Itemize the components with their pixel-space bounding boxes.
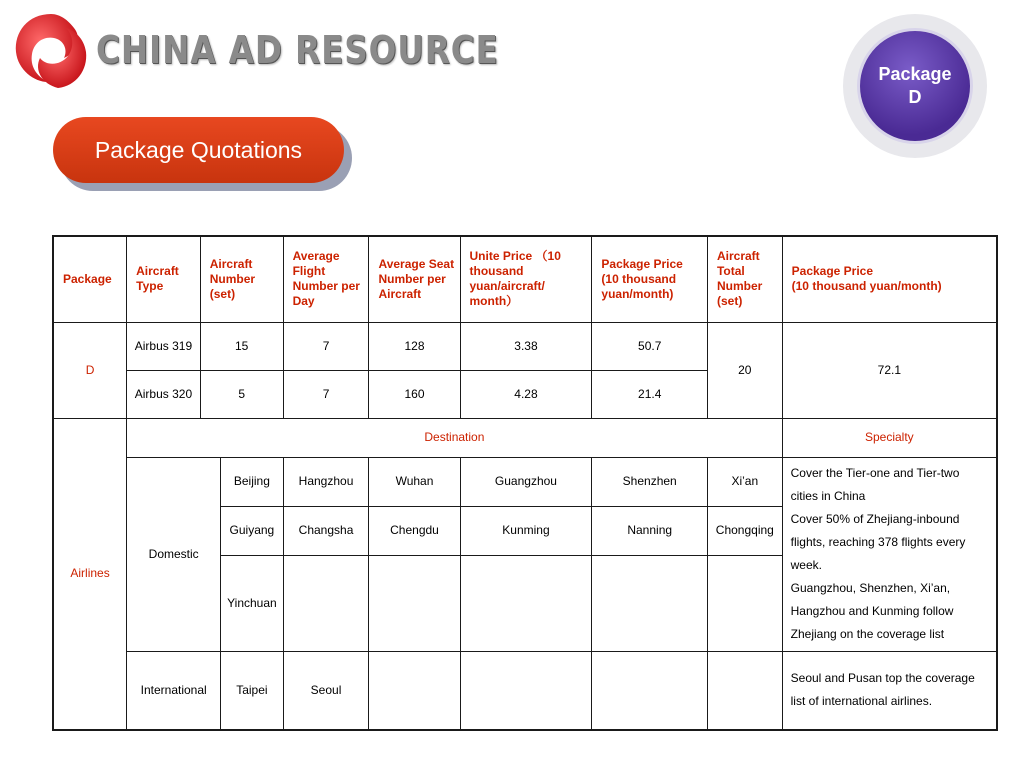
destination-cell: Guangzhou <box>460 457 592 506</box>
flights-cell: 7 <box>283 322 369 370</box>
airlines-label-cell: Airlines <box>53 418 127 730</box>
domestic-specialty-cell <box>782 457 997 651</box>
aircraft-number-cell: 15 <box>200 322 283 370</box>
aircraft-type-cell: Airbus 319 <box>127 322 201 370</box>
package-badge-line2: D <box>908 87 922 107</box>
destination-cell: Xi’an <box>707 457 782 506</box>
specialty-line: Cover the Tier-one and Tier-two cities in China <box>790 466 960 503</box>
destination-cell: Wuhan <box>369 457 460 506</box>
international-specialty-cell: Seoul and Pusan top the coverage list of international airlines. <box>782 651 997 730</box>
header-avg-seat: Average Seat Number per Aircraft <box>369 236 460 322</box>
destination-cell: Hangzhou <box>283 457 369 506</box>
specialty-line: Guangzhou, Shenzhen, Xi’an, Hangzhou and Kunming follow Zhejiang on the coverage list <box>790 581 954 641</box>
aircraft-type-cell: Airbus 320 <box>127 370 201 418</box>
header-total-price <box>782 236 997 322</box>
destination-cell: Changsha <box>283 506 369 555</box>
header-total-number: Aircraft Total Number (set) <box>707 236 782 322</box>
specialty-label: Specialty <box>782 418 997 457</box>
domestic-row <box>53 457 997 506</box>
destination-cell: Beijing <box>221 457 283 506</box>
package-price-cell: 50.7 <box>592 322 708 370</box>
flights-cell: 7 <box>283 370 369 418</box>
header-avg-flight: Average Flight Number per Day <box>283 236 369 322</box>
aircraft-number-cell: 5 <box>200 370 283 418</box>
empty-cell <box>707 555 782 651</box>
header-total-price-line2: (10 thousand yuan/month) <box>791 279 942 294</box>
empty-cell <box>369 555 460 651</box>
company-logo <box>6 6 499 96</box>
table-header-row <box>53 236 997 322</box>
destination-cell: Guiyang <box>221 506 283 555</box>
unit-price-cell: 4.28 <box>460 370 592 418</box>
header-aircraft-type: Aircraft Type <box>127 236 201 322</box>
header-package: Package <box>53 236 127 322</box>
destination-cell: Chongqing <box>707 506 782 555</box>
header-unit-price: Unite Price （10 thousand yuan/aircraft/ month） <box>460 236 592 322</box>
destination-cell: Chengdu <box>369 506 460 555</box>
international-row <box>53 651 997 730</box>
seats-cell: 160 <box>369 370 460 418</box>
header-aircraft-number: Aircraft Number (set) <box>200 236 283 322</box>
destination-cell: Nanning <box>592 506 708 555</box>
destination-cell: Seoul <box>283 651 369 730</box>
package-badge-line1: Package <box>878 64 952 84</box>
destination-cell: Taipei <box>221 651 283 730</box>
header-total-price-line1: Package Price <box>791 264 874 279</box>
empty-cell <box>592 555 708 651</box>
specialty-line: Cover 50% of Zhejiang-inbound flights, reaching 378 flights every week. <box>790 512 966 572</box>
empty-cell <box>592 651 708 730</box>
logo-swirl-icon <box>8 8 94 94</box>
destination-cell: Kunming <box>460 506 592 555</box>
page-title: Package Quotations <box>53 117 344 183</box>
empty-cell <box>460 651 592 730</box>
table-row <box>53 322 997 370</box>
total-price-cell: 72.1 <box>782 322 997 418</box>
destination-label: Destination <box>127 418 783 457</box>
total-number-cell: 20 <box>707 322 782 418</box>
seats-cell: 128 <box>369 322 460 370</box>
quotation-table <box>52 235 998 731</box>
empty-cell <box>369 651 460 730</box>
unit-price-cell: 3.38 <box>460 322 592 370</box>
package-badge <box>860 31 970 141</box>
international-label-cell: International <box>127 651 221 730</box>
airlines-label-row <box>53 418 997 457</box>
package-price-cell: 21.4 <box>592 370 708 418</box>
empty-cell <box>707 651 782 730</box>
empty-cell <box>283 555 369 651</box>
header-package-price: Package Price (10 thousand yuan/month) <box>592 236 708 322</box>
destination-cell: Yinchuan <box>221 555 283 651</box>
logo-text: CHINA AD RESOURCE <box>96 28 499 72</box>
package-name-cell: D <box>53 322 127 418</box>
destination-cell: Shenzhen <box>592 457 708 506</box>
empty-cell <box>460 555 592 651</box>
domestic-label-cell: Domestic <box>127 457 221 651</box>
